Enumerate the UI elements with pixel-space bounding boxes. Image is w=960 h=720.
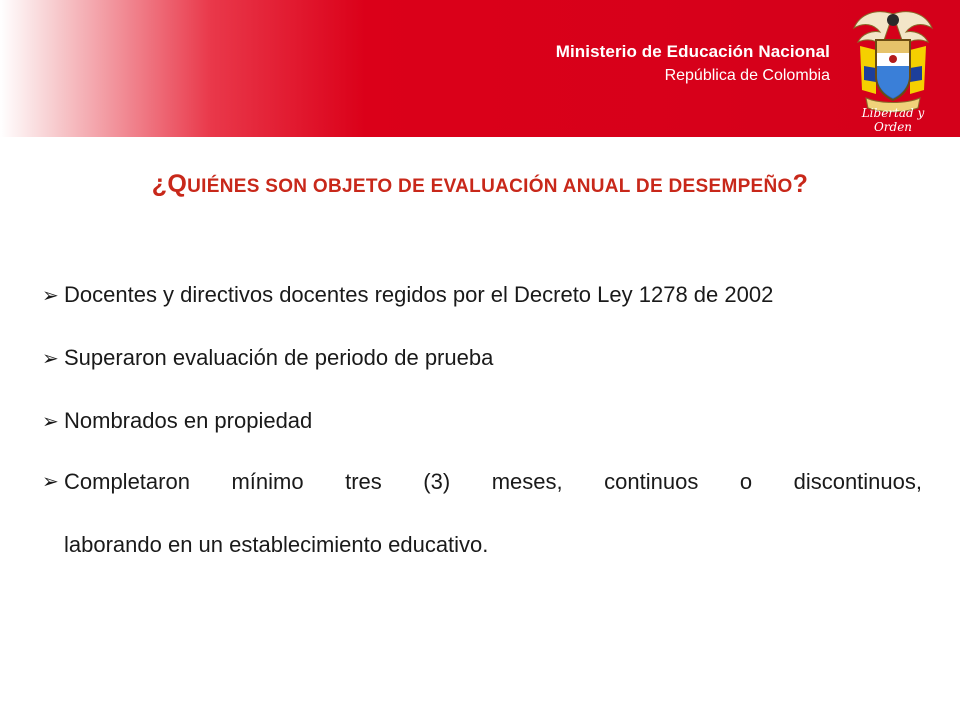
ministry-block — [556, 42, 830, 85]
title-rest: UIÉNES SON OBJETO DE EVALUACIÓN ANUAL DE DESEMPEÑO — [187, 176, 793, 197]
list-item — [42, 468, 922, 558]
arrow-bullet-icon: ➢ — [42, 285, 59, 307]
bullet-list — [42, 282, 922, 558]
ministry-name: Ministerio de Educación Nacional — [555, 42, 830, 61]
list-item — [42, 282, 922, 345]
list-item — [42, 408, 922, 468]
country-name: República de Colombia — [664, 67, 830, 84]
header-banner — [0, 0, 960, 137]
bullet-text: Completaron mínimo tres (3) meses, continuos o discontinuos, — [64, 469, 922, 494]
title-close: ? — [792, 170, 809, 198]
bullet-text: Nombrados en propiedad — [64, 408, 313, 433]
bullet-text-continued: laborando en un establecimiento educativo. — [64, 532, 489, 557]
motto: Libertad y Orden — [861, 106, 925, 134]
list-item — [42, 345, 922, 408]
title-open: ¿Q — [151, 170, 188, 198]
bullet-text: Superaron evaluación de periodo de prueba — [64, 345, 494, 370]
arrow-bullet-icon: ➢ — [42, 411, 59, 433]
arrow-bullet-icon: ➢ — [42, 348, 59, 370]
bullet-text: Docentes y directivos docentes regidos por el Decreto Ley 1278 de 2002 — [64, 282, 774, 307]
slide-title — [0, 170, 960, 199]
arrow-bullet-icon: ➢ — [42, 471, 59, 493]
